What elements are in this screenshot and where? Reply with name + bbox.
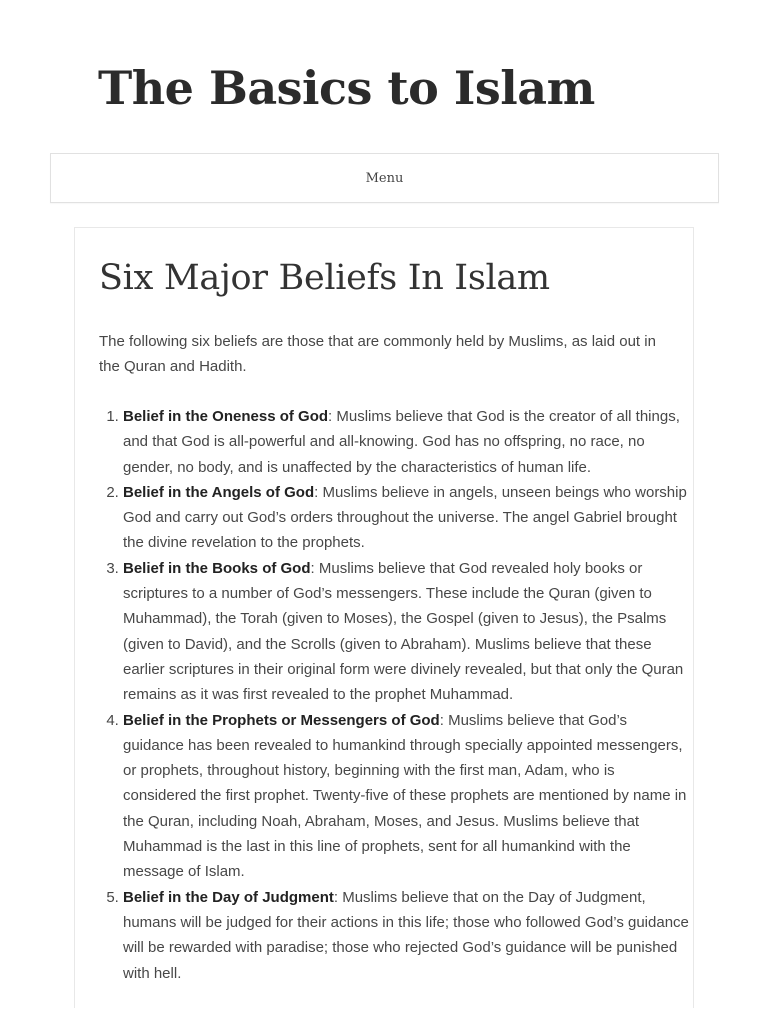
intro-paragraph: The following six beliefs are those that are commonly held by Muslims, as laid out in the Quran and Hadith. [99, 333, 656, 376]
belief-heading: Belief in the Day of Judgment [123, 888, 334, 906]
site-title[interactable]: The Basics to Islam [98, 61, 595, 115]
menu-label: Menu [365, 170, 404, 186]
menu-toggle-button[interactable] [50, 153, 719, 203]
belief-heading: Belief in the Books of God [123, 559, 311, 577]
belief-heading: Belief in the Prophets or Messengers of God [123, 711, 440, 729]
belief-text: : Muslims believe in angels, unseen beings who worship God and carry out God’s orders throughout the universe. The angel Gabriel brought the divine revelation to the prophets. [123, 483, 687, 552]
list-item [123, 480, 689, 556]
belief-text: : Muslims believe that on the Day of Judgment, humans will be judged for their actions in this life; those who followed God’s guidance will be rewarded with paradise; those who rejected God’s guidance will be punished with hell. [123, 888, 689, 982]
beliefs-list [99, 404, 689, 986]
belief-text: : Muslims believe that God revealed holy books or scriptures to a number of God’s messengers. These include the Quran (given to Muhammad), the Torah (given to Moses), the Gospel (given to Jesus), the Psalms (given to David), and the Scrolls (given to Abraham). Muslims believe that these earlier scriptures in their original form were divinely revealed, but that only the Quran remains as it was first revealed to the prophet Muhammad. [123, 559, 684, 704]
list-item [123, 404, 689, 480]
list-item [123, 556, 689, 708]
belief-text: : Muslims believe that God is the creator of all things, and that God is all-powerful and all-knowing. God has no offspring, no race, no gender, no body, and is unaffected by the characteristics of human life. [123, 408, 680, 476]
list-item [123, 708, 689, 885]
list-item [123, 885, 689, 986]
page-title: Six Major Beliefs In Islam [99, 258, 550, 298]
belief-heading: Belief in the Angels of God [123, 483, 315, 501]
belief-heading: Belief in the Oneness of God [123, 408, 329, 425]
article-card [74, 227, 694, 1008]
belief-text: : Muslims believe that God’s guidance has been revealed to humankind through specially appointed messengers, or prophets, throughout history, beginning with the first man, Adam, who is considered the first prophet. Twenty-five of these prophets are mentioned by name in the Quran, including Noah, Abraham, Moses, and Jesus. Muslims believe that Muhammad is the last in this line of prophets, sent for all humankind with the message of Islam. [123, 711, 687, 881]
